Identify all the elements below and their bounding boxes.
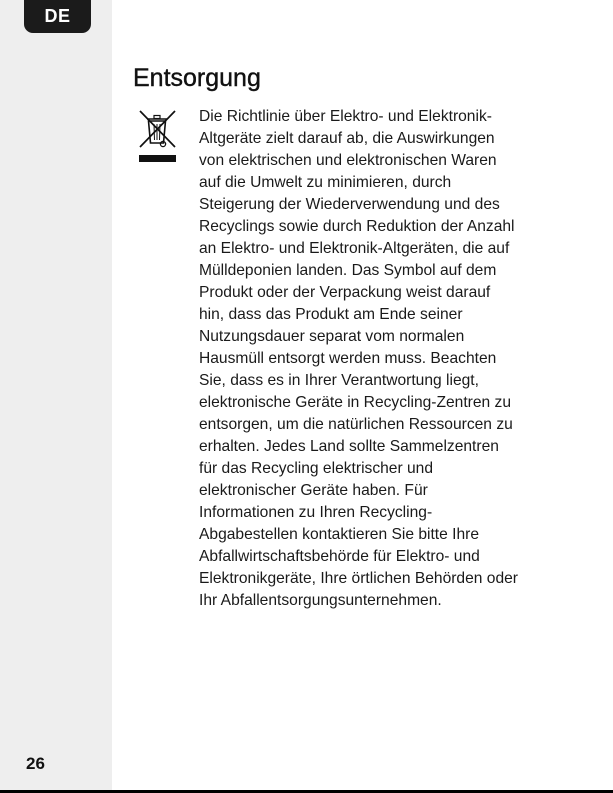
body-line: Hausmüll entsorgt werden muss. Beachten bbox=[199, 350, 497, 367]
body-line: Abgabestellen kontaktieren Sie bitte Ihre bbox=[199, 526, 480, 543]
page-number: 26 bbox=[26, 754, 45, 773]
section-title: Entsorgung bbox=[133, 64, 261, 92]
body-line: Ihr Abfallentsorgungsunternehmen. bbox=[199, 592, 442, 609]
body-line: Sie, dass es in Ihrer Verantwortung liegt, bbox=[199, 372, 479, 389]
body-line: elektronische Geräte in Recycling-Zentren zu bbox=[199, 394, 512, 411]
body-line: für das Recycling elektrischer und bbox=[199, 460, 434, 477]
body-line: von elektrischen und elektronischen Waren bbox=[199, 152, 497, 169]
body-line: elektronischer Geräte haben. Für bbox=[199, 482, 428, 499]
page-sidebar bbox=[0, 0, 112, 790]
body-line: auf die Umwelt zu minimieren, durch bbox=[199, 174, 452, 191]
body-line: Informationen zu Ihren Recycling- bbox=[199, 504, 433, 521]
body-line: Abfallwirtschaftsbehörde für Elektro- und bbox=[199, 548, 480, 565]
body-line: Mülldeponien landen. Das Symbol auf dem bbox=[199, 262, 497, 279]
body-line: hin, dass das Produkt am Ende seiner bbox=[199, 306, 463, 323]
body-line: Steigerung der Wiederverwendung und des bbox=[199, 196, 500, 213]
body-line: Elektronikgeräte, Ihre örtlichen Behörden oder bbox=[199, 570, 518, 587]
weee-crossed-out-bin-icon bbox=[137, 108, 179, 166]
body-line: Altgeräte zielt darauf ab, die Auswirkungen bbox=[199, 130, 495, 147]
language-tab: DE bbox=[24, 0, 91, 33]
body-line: Recyclings sowie durch Reduktion der Anzahl bbox=[199, 218, 515, 235]
body-line: entsorgen, um die natürlichen Ressourcen zu bbox=[199, 416, 513, 433]
body-line: Nutzungsdauer separat vom normalen bbox=[199, 328, 465, 345]
disposal-body-text bbox=[199, 106, 579, 612]
body-line: Produkt oder der Verpackung weist darauf bbox=[199, 284, 491, 301]
body-line: Die Richtlinie über Elektro- und Elektronik- bbox=[199, 108, 492, 125]
body-line: erhalten. Jedes Land sollte Sammelzentren bbox=[199, 438, 499, 455]
body-line: an Elektro- und Elektronik-Altgeräten, die auf bbox=[199, 240, 510, 257]
